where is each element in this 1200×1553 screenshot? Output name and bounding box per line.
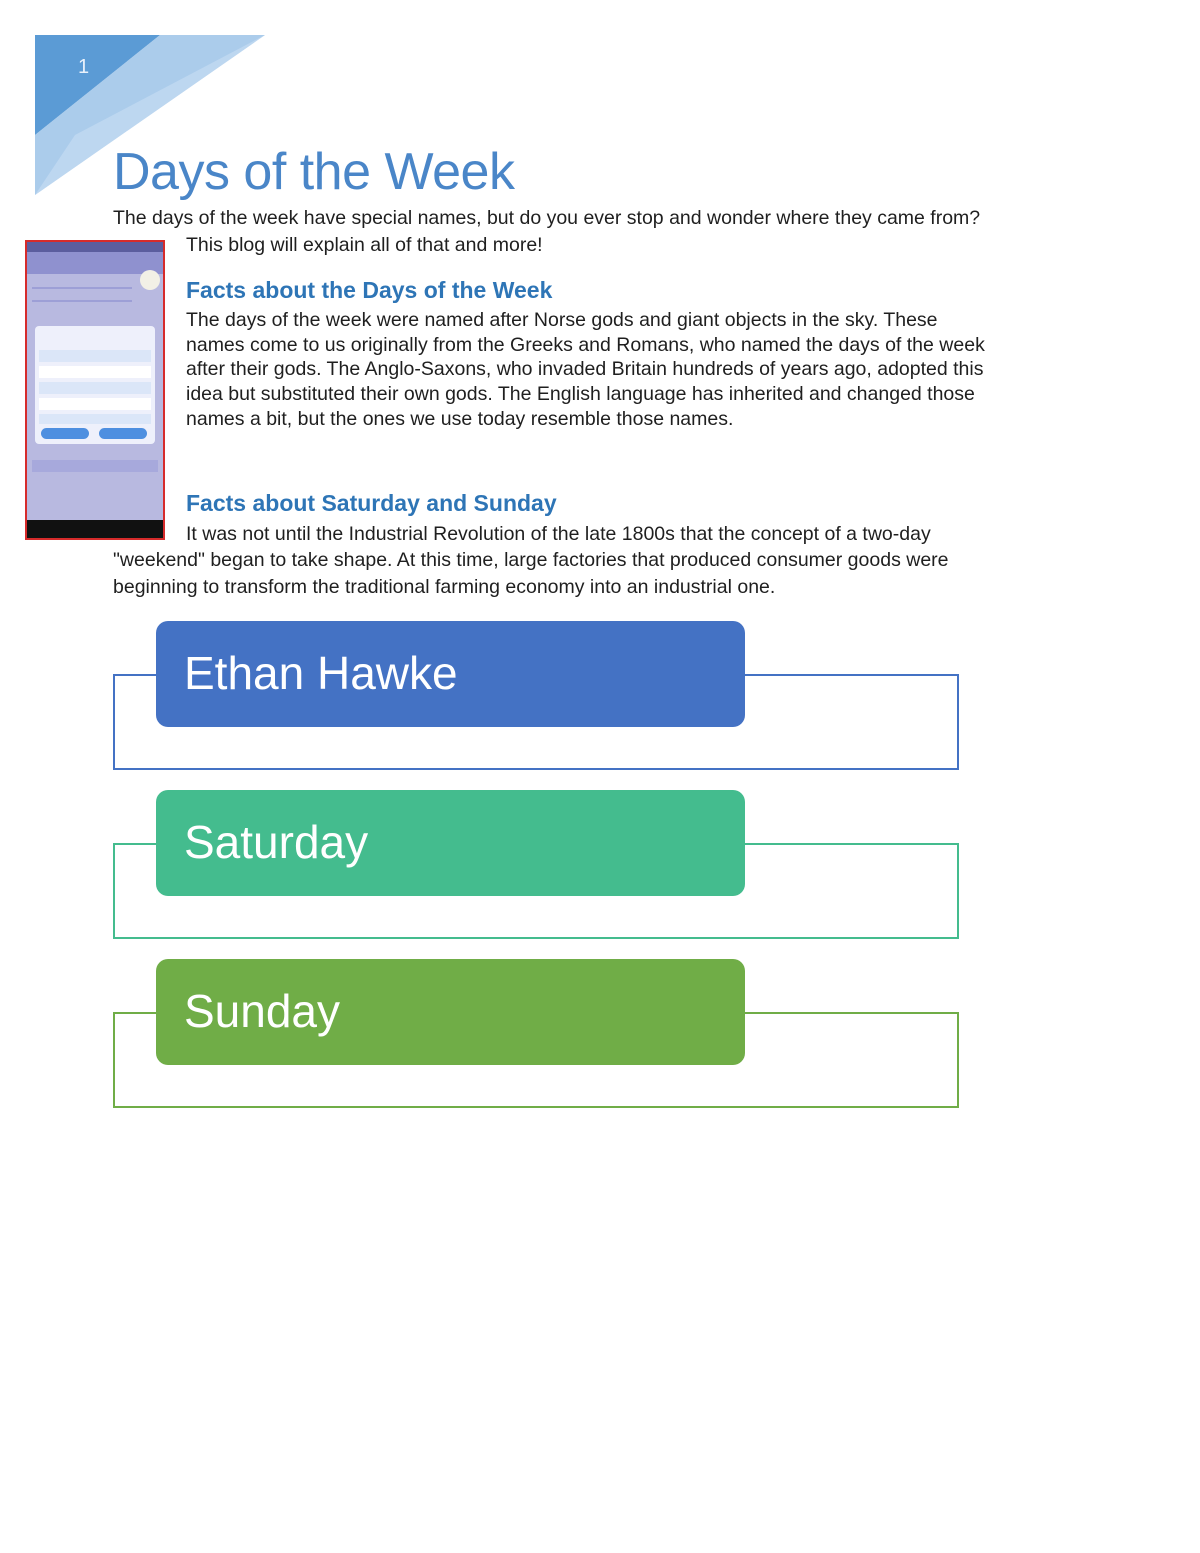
section-heading-weekend: Facts about Saturday and Sunday (186, 490, 557, 516)
page-title: Days of the Week (113, 143, 515, 201)
card-connector-right-1 (745, 674, 959, 676)
intro-line-1: The days of the week have special names, but do you ever stop and wonder where they came from? (113, 207, 981, 229)
card-connector-left-3 (113, 1012, 156, 1014)
section2-line-1: It was not until the Industrial Revolution of the late 1800s that the concept of a two-day (186, 523, 931, 545)
section1-line-4: idea but substituted their own gods. The English language has inherited and changed those (186, 383, 975, 405)
section2-line-3: beginning to transform the traditional farming economy into an industrial one. (113, 576, 776, 598)
card-sunday: Sunday (156, 959, 745, 1065)
section1-line-2: names come to us originally from the Greeks and Romans, who named the days of the week (186, 334, 985, 356)
section1-line-1: The days of the week were named after Norse gods and giant objects in the sky. These (186, 309, 938, 331)
section1-line-5: names a bit, but the ones we use today resemble those names. (186, 408, 734, 430)
page-number: 1 (78, 56, 90, 78)
card-connector-right-3 (745, 1012, 959, 1014)
card-ethan-hawke: Ethan Hawke (156, 621, 745, 727)
section-heading-days: Facts about the Days of the Week (186, 277, 553, 303)
intro-line-2: This blog will explain all of that and more! (186, 234, 543, 256)
section1-line-3: after their gods. The Anglo-Saxons, who invaded Britain hundreds of years ago, adopted this (186, 358, 984, 380)
card-saturday: Saturday (156, 790, 745, 896)
card-connector-left-2 (113, 843, 156, 845)
app-screenshot-thumbnail (25, 240, 165, 540)
card-connector-right-2 (745, 843, 959, 845)
section2-line-2: "weekend" began to take shape. At this time, large factories that produced consumer goods were (113, 549, 949, 571)
card-connector-left-1 (113, 674, 156, 676)
